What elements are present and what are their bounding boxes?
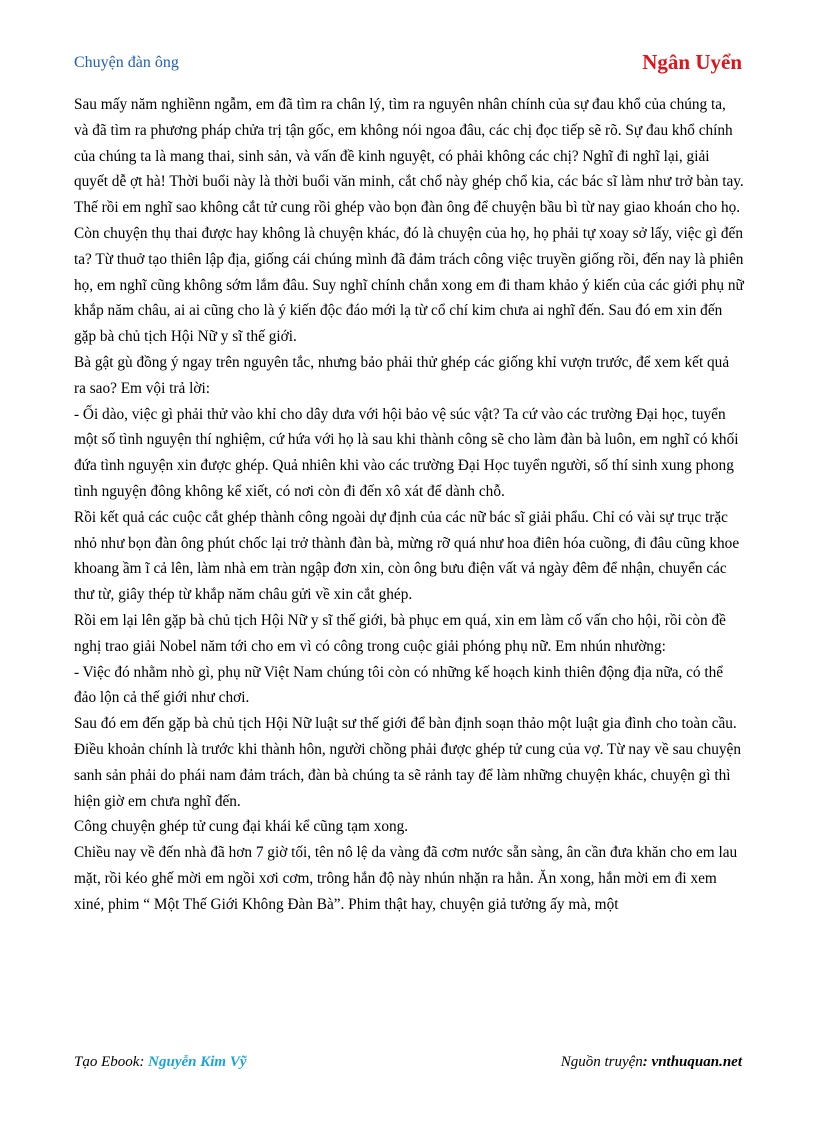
paragraph: Rồi kết quả các cuộc cắt ghép thành công ngoài dự định của các nữ bác sĩ giải phẩu. Chỉ có vài sự trục trặc nhỏ như bọn đàn ông phút chốc lại trở thành đàn bà, mừng rỡ quá như hoa điên hóa cuồng, đi đâu cũng khoe khoang ầm ĩ cả lên, làm nhà em tràn ngập đơn xin, còn ông bưu điện vất vả ngày đêm để nhận, chuyển các thư từ, giây thép từ khắp năm châu gửi về xin cắt ghép. [74, 508, 740, 604]
ebook-credit [74, 1054, 247, 1071]
author-name: Ngân Uyển [642, 50, 742, 74]
source-credit-label: Nguồn truyện [560, 1054, 643, 1070]
book-title: Chuyện đàn ông [74, 54, 179, 71]
paragraph: Công chuyện ghép tử cung đại khái kể cũng tạm xong. [74, 818, 409, 836]
paragraph: Bà gật gù đồng ý ngay trên nguyên tắc, nhưng bảo phải thử ghép các giống khỉ vượn trước, để xem kết quả ra sao? Em vội trả lời: [74, 353, 730, 397]
source-credit-separator: : [642, 1054, 652, 1070]
ebook-credit-separator: : [139, 1054, 149, 1070]
page-header [74, 50, 742, 78]
paragraph: Sau đó em đến gặp bà chủ tịch Hội Nữ luật sư thế giới để bàn định soạn thảo một luật gia đình cho toàn cầu. Điều khoản chính là trước khi thành hôn, người chồng phải được ghép tử cung của vợ. Từ nay về sau chuyện sanh sản phải do phái nam đảm trách, đàn bà chúng ta sẽ rảnh tay để làm những chuyện khác, chuyện gì thì hiện giờ em chưa nghĩ đến. [74, 715, 741, 810]
paragraph: Rồi em lại lên gặp bà chủ tịch Hội Nữ y sĩ thế giới, bà phục em quá, xin em làm cố vấn cho hội, rồi còn đề nghị trao giải Nobel năm tới cho em vì có công trong cuộc giải phóng phụ nữ. Em nhún nhường: [74, 611, 726, 655]
paragraph: - Ối dào, việc gì phải thử vào khỉ cho dây dưa với hội bảo vệ súc vật? Ta cứ vào các trường Đại học, tuyển một số tình nguyện thí nghiệm, cứ hứa với họ là sau khi thành công sẽ cho làm đàn bà luôn, em nghĩ có khối đứa tình nguyện xin được ghép. Quả nhiên khi vào các trường Đại Học tuyển người, số thí sinh xung phong tình nguyện đông không kể xiết, có nơi còn đi đến xô xát để dành chỗ. [74, 405, 739, 500]
paragraph: - Việc đó nhằm nhò gì, phụ nữ Việt Nam chúng tôi còn có những kế hoạch kinh thiên động địa nữa, có thể đảo lộn cả thế giới như chơi. [74, 663, 724, 707]
source-site: vnthuquan.net [651, 1054, 742, 1070]
story-body [74, 92, 744, 918]
ebook-creator-name: Nguyễn Kim Vỹ [148, 1054, 247, 1070]
paragraph: Chiều nay về đến nhà đã hơn 7 giờ tối, tên nô lệ da vàng đã cơm nước sẵn sàng, ân cần đưa khăn cho em lau mặt, rồi kéo ghế mời em ngồi xơi cơm, trông hắn độ này nhún nhặn ra hẳn. Ăn xong, hắn mời em đi xem xiné, phim “ Một Thế Giới Không Đàn Bà”. Phim thật hay, chuyện giả tưởng ấy mà, một [74, 844, 738, 913]
ebook-credit-label: Tạo Ebook [74, 1054, 140, 1070]
paragraph: Sau mấy năm nghiềnn ngẫm, em đã tìm ra chân lý, tìm ra nguyên nhân chính của sự đau khổ của chúng ta, và đã tìm ra phương pháp chửa trị tận gốc, em không nói ngoa đâu, các chị đọc tiếp sẽ rõ. Sự đau khổ chính của chúng ta là mang thai, sinh sản, và vấn đề kinh nguyệt, có phải không các chị? Nghĩ đi nghĩ lại, giải quyết dễ ợt hà! Thời buổi này là thời buổi văn minh, cắt chổ này ghép chổ kia, các bác sĩ làm như trở bàn tay. Thế rồi em nghĩ sao không cắt tử cung rồi ghép vào bọn đàn ông để chuyện bầu bì từ nay giao khoán cho họ. Còn chuyện thụ thai được hay không là chuyện khác, đó là chuyện của họ, họ phải tự xoay sở lấy, việc gì đến ta? Từ thuở tạo thiên lập địa, giống cái chúng mình đã đảm trách công việc truyền giống rồi, đến nay là phiên họ, em nghĩ cũng không sớm lắm đâu. Suy nghĩ chính chắn xong em đi tham khảo ý kiến của các giới phụ nữ khắp năm châu, ai ai cũng cho là ý kiến độc đáo mới lạ từ cổ chí kim chưa ai nghĩ đến. Sau đó em xin đến gặp bà chủ tịch Hội Nữ y sĩ thế giới. [74, 96, 744, 346]
page-footer [74, 1054, 742, 1076]
source-credit [561, 1054, 742, 1071]
